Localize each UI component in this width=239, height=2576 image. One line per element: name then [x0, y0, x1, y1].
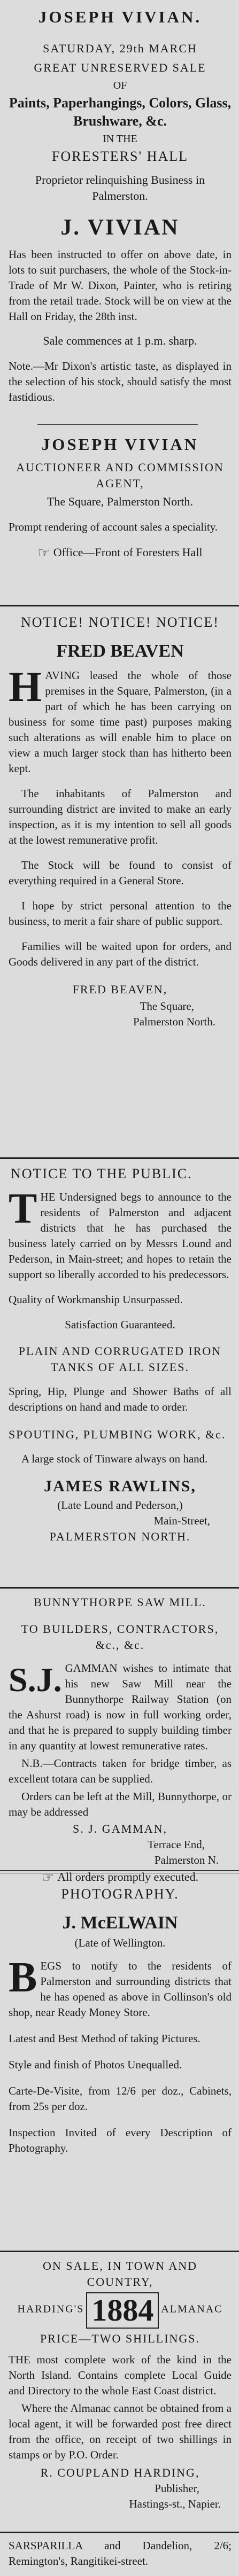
almanac-pre: HARDING'S — [17, 2303, 84, 2315]
mcelwain-late: (Late of Wellington. — [74, 1936, 166, 1949]
sale-body: Has been instructed to offer on above date, in lots to suit purchasers, the whole of the Stock-in-Trade of Mr W. Dixon, Painter, who is retiring from the retail trade. Stock will be on view at the Hall on Friday, the 28th inst. — [9, 248, 232, 323]
harding-heading: ON SALE, IN TOWN AND COUNTRY, — [42, 2259, 198, 2289]
harding-sign2: Publisher, — [155, 2482, 199, 2495]
mcelwain-p3: Style and finish of Photos Unequalled. — [9, 2058, 182, 2071]
beaven-p1-text: AVING leased the whole of those premises in the Square, Palmerston, (in a part of which he has been carrying on business for some time past) purposes making such alterations as will enable him to place on view a much larger stock than has hitherto been kept. — [9, 669, 232, 775]
sarsaparilla-ad — [0, 2538, 239, 2569]
sale-big-name: J. VIVIAN — [60, 215, 180, 240]
rawlins-heading: NOTICE TO THE PUBLIC. — [11, 1166, 192, 1181]
sale-time: Sale commences at 1 p.m. sharp. — [43, 334, 197, 347]
rawlins-street: Main-Street, — [153, 1514, 210, 1527]
gamman-p1-text: GAMMAN wishes to intimate that his new Saw Mill near the Bunnythorpe Railway Station (on the Ashurst road) is now in full working order, and that he is prepared to supply building timber in any quantity at lowest remunerative rates. — [9, 1662, 232, 1752]
section-rule — [0, 605, 239, 606]
beaven-p3: The Stock will be found to consist of everything required in a General Store. — [9, 859, 232, 887]
beaven-name: FRED BEAVEN — [56, 641, 184, 661]
beaven-p2: The inhabitants of Palmerston and surrounding district are invited to make an early inspection, as it is my intention to sell all goods at the lowest remunerative profit. — [9, 787, 232, 846]
harding-almanac-line — [9, 2292, 232, 2329]
drop-cap-b: B — [9, 1954, 37, 2001]
mcelwain-p1-text: EGS to notify to the residents of Palmerston and surrounding districts that he has opened as above in Collinson's old shop, near Ready Money Store. — [9, 1959, 232, 2019]
beaven-notice: NOTICE! NOTICE! NOTICE! — [21, 614, 219, 630]
almanac-post: ALMANAC — [161, 2303, 223, 2315]
gamman-mill: BUNNYTHORPE SAW MILL. — [34, 1596, 206, 1609]
vivian-name-heading: JOSEPH VIVIAN. — [38, 7, 202, 26]
drop-cap-t: T — [9, 1185, 37, 1232]
sale-date: SATURDAY, 29th MARCH — [43, 42, 197, 55]
sale-goods: Paints, Paperhangings, Colors, Glass, Brushware, &c. — [9, 95, 232, 129]
section-rule — [0, 2251, 239, 2252]
card-address: The Square, Palmerston North. — [47, 495, 194, 508]
sale-note: Note.—Mr Dixon's artistic taste, as displayed in the selection of his stock, should satisfy the most fastidious. — [9, 360, 232, 403]
rawlins-spouting: SPOUTING, PLUMBING WORK, &c. — [9, 1428, 226, 1441]
pointing-hand-icon: ☞ — [41, 1870, 55, 1885]
card-office-line — [9, 544, 232, 561]
mcelwain-p1 — [9, 1954, 232, 2020]
gamman-orders: Orders can be left at the Mill, Bunnythorpe, or may be addressed — [9, 1790, 232, 1818]
gamman-sign: S. J. GAMMAN, — [73, 1822, 167, 1835]
section-rule — [0, 1870, 239, 1873]
pointing-hand-icon: ☞ — [37, 545, 50, 561]
beaven-p5: Families will be waited upon for orders, and Goods delivered in any part of the district. — [9, 940, 232, 968]
sale-heading: GREAT UNRESERVED SALE — [34, 61, 206, 74]
section-rule — [0, 1157, 239, 1159]
harding-p1: THE most complete work of the kind in the North Island. Contains complete Local Guide and Directory to the whole East Coast district. — [9, 2353, 232, 2397]
rawlins-ad — [0, 1165, 239, 1545]
harding-p2: Where the Almanac cannot be obtained from a local agent, it will be forwarded post free direct from the office, on receipt of two shillings in stamps or by P.O. Order. — [9, 2402, 232, 2461]
gamman-p1 — [9, 1661, 232, 1754]
rawlins-late: (Late Lound and Pederson,) — [57, 1499, 183, 1512]
sale-of: OF — [113, 80, 127, 91]
beaven-sign: FRED BEAVEN, — [72, 983, 168, 996]
sale-venue: FORESTERS' HALL — [52, 149, 188, 164]
sarsaparilla-text: SARSPARILLA and Dandelion, 2/6; Remington's, Rangitikei-street. — [9, 2539, 232, 2567]
gamman-prompt: All orders promptly executed. — [57, 1870, 199, 1884]
almanac-year: 1884 — [86, 2292, 159, 2329]
mcelwain-ad — [0, 1885, 239, 2156]
beaven-sign2: The Square, — [140, 1000, 194, 1013]
card-prompt: Prompt rendering of account sales a speciality. — [9, 520, 218, 533]
rawlins-p1-text: HE Undersigned begs to announce to the residents of Palmerston and adjacent districts that he has purchased the business lately carried on by Messrs Lound and Pederson, in Main-street; and hopes to retain the support so liberally accorded to his predecessors. — [9, 1190, 232, 1281]
divider — [37, 424, 198, 425]
mcelwain-name: J. McELWAIN — [62, 1913, 178, 1933]
rawlins-p1 — [9, 1185, 232, 1282]
gamman-sign3: Palmerston N. — [154, 1854, 219, 1866]
beaven-sign3: Palmerston North. — [133, 1015, 215, 1028]
card-office: Office—Front of Foresters Hall — [53, 546, 203, 559]
gamman-nb: N.B.—Contracts taken for bridge timber, as excellent totara can be supplied. — [9, 1757, 232, 1785]
rawlins-satisfaction: Satisfaction Guaranteed. — [65, 1318, 175, 1331]
beaven-p4: I hope by strict personal attention to the business, to merit a fair share of public support. — [9, 899, 232, 928]
beaven-ad — [0, 613, 239, 1030]
sale-in-the: IN THE — [103, 133, 137, 145]
card-role: AUCTIONEER AND COMMISSION AGENT, — [16, 461, 224, 490]
section-rule — [0, 1587, 239, 1589]
sale-proprietor: Proprietor relinquishing Business in Palmerston. — [35, 173, 205, 203]
gamman-to: TO BUILDERS, CONTRACTORS, &c., &c. — [21, 1622, 219, 1652]
rawlins-name: JAMES RAWLINS, — [44, 1477, 196, 1495]
mcelwain-heading: PHOTOGRAPHY. — [61, 1886, 179, 1902]
rawlins-tanks: PLAIN AND CORRUGATED IRON TANKS OF ALL SIZES. — [18, 1344, 222, 1374]
harding-sign: R. COUPLAND HARDING, — [40, 2466, 200, 2479]
harding-sign3: Hastings-st., Napier. — [129, 2497, 221, 2510]
vivian-card-ad — [0, 433, 239, 561]
harding-ad — [0, 2258, 239, 2512]
drop-cap-sj: S.J. — [9, 1661, 62, 1699]
rawlins-spring: Spring, Hip, Plunge and Shower Baths of all descriptions on hand and made to order. — [9, 1385, 232, 1413]
gamman-sign2: Terrace End, — [148, 1838, 205, 1851]
section-rule — [0, 2532, 239, 2533]
mcelwain-p4: Carte-De-Visite, from 12/6 per doz., Cabinets, from 25s per doz. — [9, 2084, 232, 2113]
drop-cap-h: H — [9, 664, 42, 711]
rawlins-tinware: A large stock of Tinware always on hand. — [21, 1452, 208, 1465]
card-name: JOSEPH VIVIAN — [41, 435, 199, 454]
rawlins-town: PALMERSTON NORTH. — [49, 1530, 191, 1543]
mcelwain-p5: Inspection Invited of every Description of Photography. — [9, 2126, 232, 2154]
mcelwain-p2: Latest and Best Method of taking Pictures. — [9, 2032, 201, 2045]
vivian-sale-ad — [0, 5, 239, 405]
rawlins-quality: Quality of Workmanship Unsurpassed. — [9, 1293, 183, 1306]
gamman-ad — [0, 1594, 239, 1886]
beaven-p1 — [9, 664, 232, 776]
harding-price: PRICE—TWO SHILLINGS. — [40, 2332, 201, 2345]
